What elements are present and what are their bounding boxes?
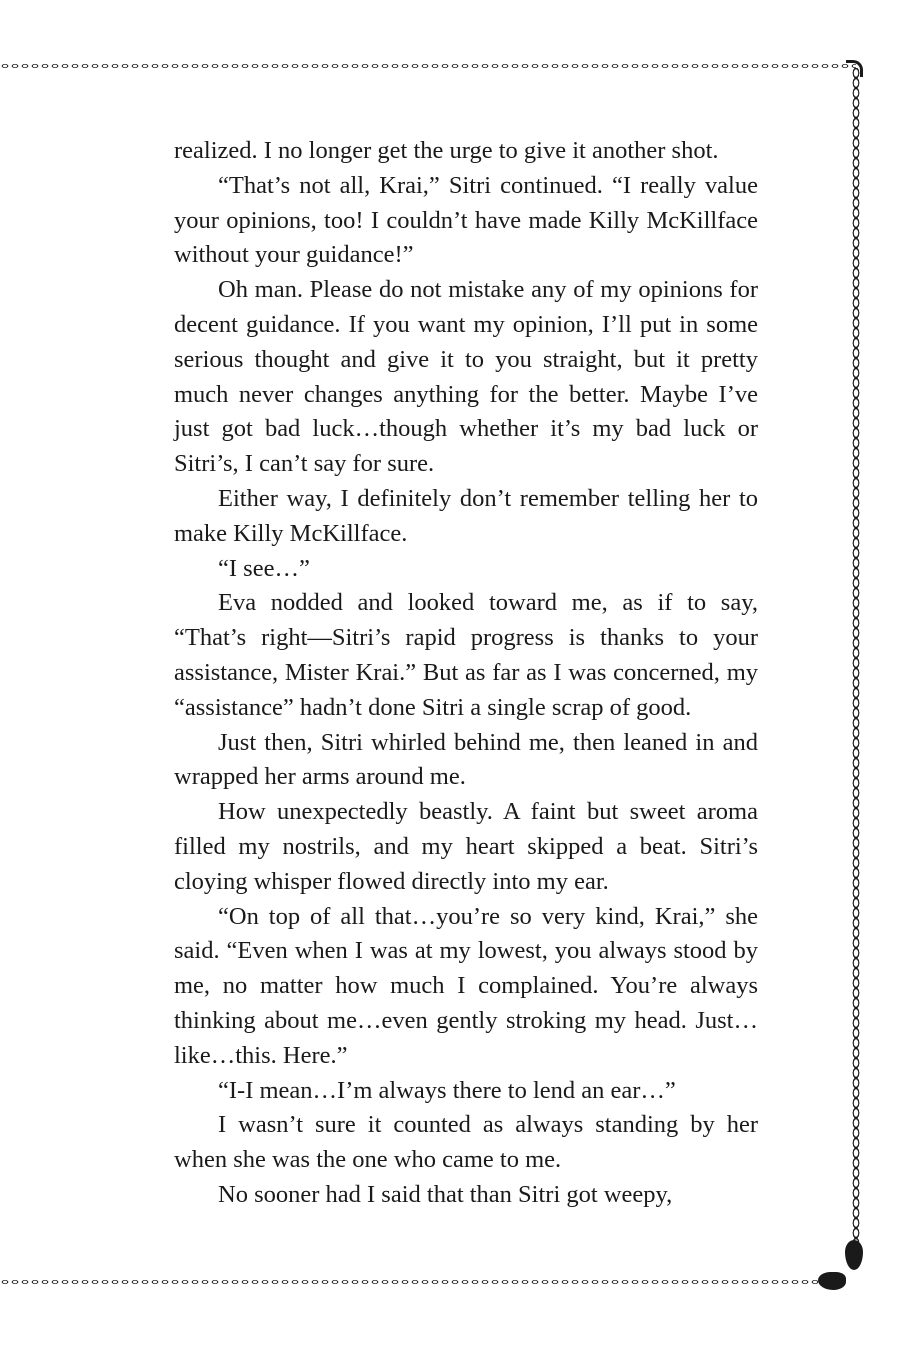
chain-end-weight <box>845 1240 863 1270</box>
paragraph-7: Just then, Sitri whirled behind me, then leaned in and wrapped her arms around me. <box>174 728 758 791</box>
paragraph-10: “I-I mean…I’m always there to lend an ear…” <box>218 1076 676 1104</box>
paragraph-11: I wasn’t sure it counted as always standing by her when she was the one who came to me. <box>174 1111 758 1174</box>
paragraph-8: How unexpectedly beastly. A faint but sweet aroma filled my nostrils, and my heart skipped a beat. Sitri’s cloying whisper flowed directly into my ear. <box>174 798 758 895</box>
chain-border-bottom <box>0 1276 826 1288</box>
paragraph-12: No sooner had I said that than Sitri got weepy, <box>218 1180 673 1208</box>
page-body-text <box>174 134 758 1213</box>
paragraph-9: “On top of all that…you’re so very kind, Krai,” she said. “Even when I was at my lowest, you always stood by me, no matter how much I complained. You’re always thinking about me…even gently stroking my head. Just…like…this. Here.” <box>174 902 758 1069</box>
chain-border-right <box>850 68 862 1244</box>
paragraph-2: “That’s not all, Krai,” Sitri continued. “I really value your opinions, too! I couldn’t have made Killy McKillface without your guidance!” <box>174 171 758 269</box>
chain-border-top <box>0 60 856 72</box>
paragraph-6: Eva nodded and looked toward me, as if to say, “That’s right—Sitri’s rapid progress is thanks to your assistance, Mister Krai.” But as far as I was concerned, my “assistance” hadn’t done Sitri a single scrap of good. <box>174 589 758 721</box>
chain-end-link <box>818 1272 846 1290</box>
paragraph-4: Either way, I definitely don’t remember telling her to make Killy McKillface. <box>174 484 758 547</box>
paragraph-5: “I see…” <box>218 554 310 582</box>
paragraph-3: Oh man. Please do not mistake any of my opinions for decent guidance. If you want my opinion, I’ll put in some serious thought and give it to you straight, but it pretty much never changes anything for the better. Maybe I’ve just got bad luck…though whether it’s my bad luck or Sitri’s, I can’t say for sure. <box>174 276 758 478</box>
paragraph-1: realized. I no longer get the urge to give it another shot. <box>174 137 719 164</box>
